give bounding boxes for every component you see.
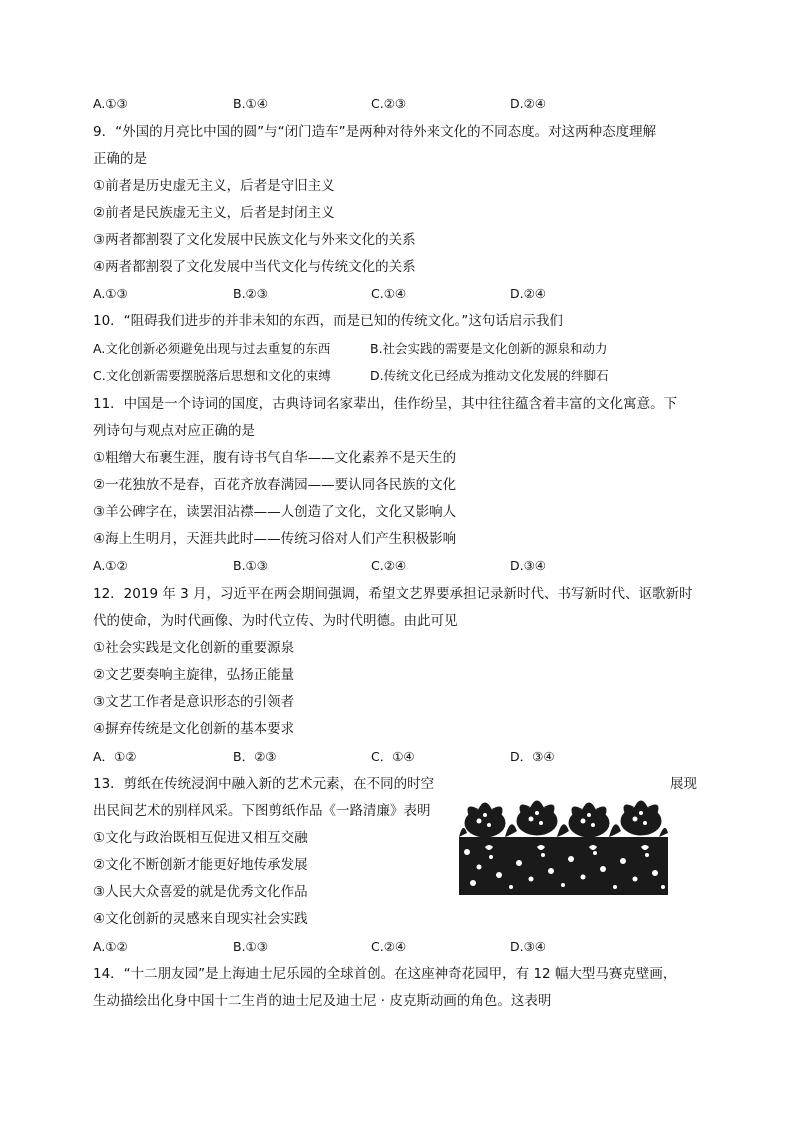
q12-stem-line2: 代的使命，为时代画像、为时代立传、为时代明德。由此可见	[93, 613, 458, 629]
paper-cut-image	[459, 797, 668, 895]
q9-option-b[interactable]: B.②③	[233, 286, 268, 301]
q9-option-c[interactable]: C.①④	[371, 286, 407, 301]
q8-option-b[interactable]: B.①④	[233, 96, 268, 111]
q14-stem-line2: 生动描绘出化身中国十二生肖的迪士尼及迪士尼 · 皮克斯动画的角色。这表明	[93, 993, 552, 1009]
q10-option-d[interactable]: D.传统文化已经成为推动文化发展的绊脚石	[370, 368, 609, 383]
q11-option-a[interactable]: A.①②	[93, 558, 128, 573]
q9-stem-line1: 9．“外国的月亮比中国的圆”与“闭门造车”是两种对待外来文化的不同态度。对这两种态度理解	[93, 124, 657, 140]
q12-option-c[interactable]: C．①④	[371, 749, 415, 764]
q11-option-d[interactable]: D.③④	[510, 558, 547, 573]
q12-option-d[interactable]: D．③④	[510, 749, 555, 764]
q11-option-b[interactable]: B.①③	[233, 558, 268, 573]
q12-item-4: ④摒弃传统是文化创新的基本要求	[93, 721, 295, 737]
q10-stem: 10．“阻碍我们进步的并非未知的东西，而是已知的传统文化。”这句话启示我们	[93, 313, 563, 329]
q12-stem-line1: 12．2019 年 3 月，习近平在两会期间强调，希望文艺界要承担记录新时代、书写新时代、讴歌新时	[93, 586, 693, 602]
q9-item-4: ④两者都割裂了文化发展中当代文化与传统文化的关系	[93, 259, 416, 275]
q9-item-1: ①前者是历史虚无主义，后者是守旧主义	[93, 178, 335, 194]
q9-item-2: ②前者是民族虚无主义，后者是封闭主义	[93, 205, 335, 221]
q13-item-1: ①文化与政治既相互促进又相互交融	[93, 830, 308, 846]
q11-item-3: ③羊公碑字在，读罢泪沾襟——人创造了文化，文化又影响人	[93, 504, 457, 520]
q13-item-4: ④文化创新的灵感来自现实社会实践	[93, 911, 308, 927]
q10-option-a[interactable]: A.文化创新必须避免出现与过去重复的东西	[93, 341, 331, 356]
q8-option-a[interactable]: A.①③	[93, 96, 128, 111]
q14-stem-line1: 14．“十二朋友园”是上海迪士尼乐园的全球首创。在这座神奇花园甲，有 12 幅大型马赛克壁画，	[93, 966, 677, 982]
q13-option-c[interactable]: C.②④	[371, 939, 407, 954]
q9-item-3: ③两者都割裂了文化发展中民族文化与外来文化的关系	[93, 232, 416, 248]
q10-option-b[interactable]: B.社会实践的需要是文化创新的源泉和动力	[370, 341, 608, 356]
q11-option-c[interactable]: C.②④	[371, 558, 407, 573]
q11-item-2: ②一花独放不是春，百花齐放春满园——要认同各民族的文化	[93, 477, 457, 493]
q13-option-a[interactable]: A.①②	[93, 939, 128, 954]
q13-stem-line1b: 展现	[670, 776, 697, 792]
q12-option-b[interactable]: B．②③	[233, 749, 277, 764]
q13-stem-line1a: 13．剪纸在传统浸润中融入新的艺术元素，在不同的时空	[93, 776, 435, 792]
q12-item-2: ②文艺要奏响主旋律，弘扬正能量	[93, 667, 295, 683]
q13-option-d[interactable]: D.③④	[510, 939, 547, 954]
q9-option-a[interactable]: A.①③	[93, 286, 128, 301]
q8-option-d[interactable]: D.②④	[510, 96, 547, 111]
q13-option-b[interactable]: B.①③	[233, 939, 268, 954]
q13-stem-line2: 出民间艺术的别样风采。下图剪纸作品《一路清廉》表明	[93, 803, 431, 819]
q13-item-2: ②文化不断创新才能更好地传承发展	[93, 857, 308, 873]
q9-stem-line2: 正确的是	[93, 151, 147, 167]
q11-stem-line2: 列诗句与观点对应正确的是	[93, 423, 255, 439]
q11-item-4: ④海上生明月，天涯共此时——传统习俗对人们产生积极影响	[93, 531, 457, 547]
q10-option-c[interactable]: C.文化创新需要摆脱落后思想和文化的束缚	[93, 368, 331, 383]
q12-item-3: ③文艺工作者是意识形态的引领者	[93, 694, 295, 710]
q12-option-a[interactable]: A．①②	[93, 749, 137, 764]
paper-cut-lotus-icon	[459, 797, 668, 895]
q13-item-3: ③人民大众喜爱的就是优秀文化作品	[93, 884, 308, 900]
q12-item-1: ①社会实践是文化创新的重要源泉	[93, 640, 295, 656]
q9-option-d[interactable]: D.②④	[510, 286, 547, 301]
q11-stem-line1: 11．中国是一个诗词的国度，古典诗词名家辈出，佳作纷呈，其中往往蕴含着丰富的文化寓意。下	[93, 396, 678, 412]
q11-item-1: ①粗缯大布裹生涯，腹有诗书气自华——文化素养不是天生的	[93, 450, 457, 466]
q8-option-c[interactable]: C.②③	[371, 96, 407, 111]
